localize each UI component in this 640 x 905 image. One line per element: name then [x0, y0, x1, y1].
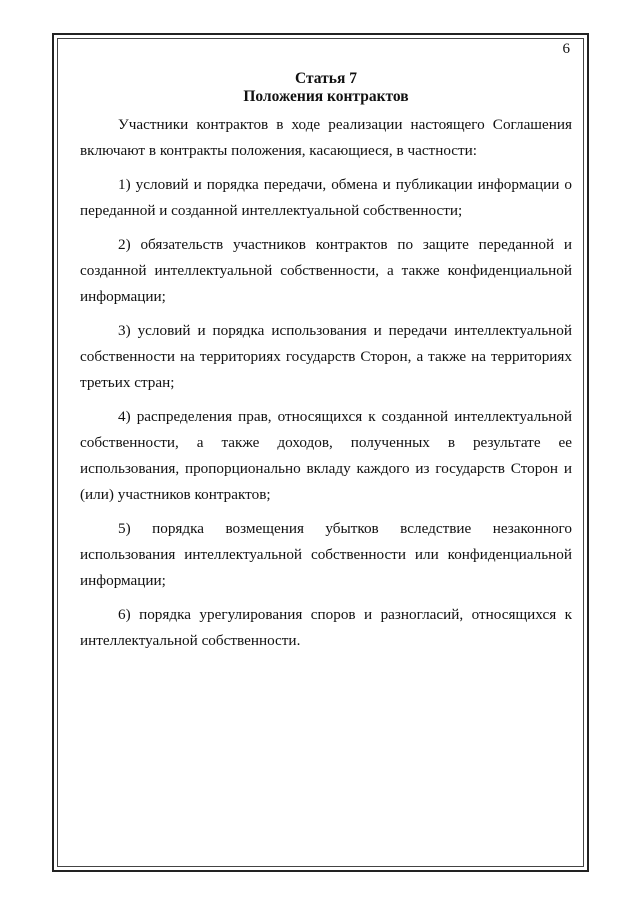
document-body — [80, 70, 572, 662]
paragraph-item-3: 3) условий и порядка использования и передачи интеллектуальной собственности на территориях государств Сторон, а также на территориях третьих стран; — [80, 322, 572, 391]
paragraph-item-1: 1) условий и порядка передачи, обмена и публикации информации о переданной и созданной интеллектуальной собственности; — [80, 176, 572, 219]
article-title: Положения контрактов — [243, 88, 409, 105]
paragraph-item-4: 4) распределения прав, относящихся к созданной интеллектуальной собственности, а также доходов, полученных в результате ее использования, пропорционально вкладу каждого из государств Сторон и (или) участников контрактов; — [80, 408, 572, 503]
page-number: 6 — [562, 41, 570, 57]
paragraph-item-5: 5) порядка возмещения убытков вследствие незаконного использования интеллектуальной собственности или конфиденциальной информации; — [80, 520, 572, 589]
article-heading: Статья 7 — [295, 70, 357, 87]
paragraph-intro: Участники контрактов в ходе реализации настоящего Соглашения включают в контракты положения, касающиеся, в частности: — [80, 116, 572, 159]
paragraph-item-2: 2) обязательств участников контрактов по защите переданной и созданной интеллектуальной собственности, а также конфиденциальной информации; — [80, 236, 572, 305]
paragraph-item-6: 6) порядка урегулирования споров и разногласий, относящихся к интеллектуальной собственности. — [80, 606, 572, 649]
